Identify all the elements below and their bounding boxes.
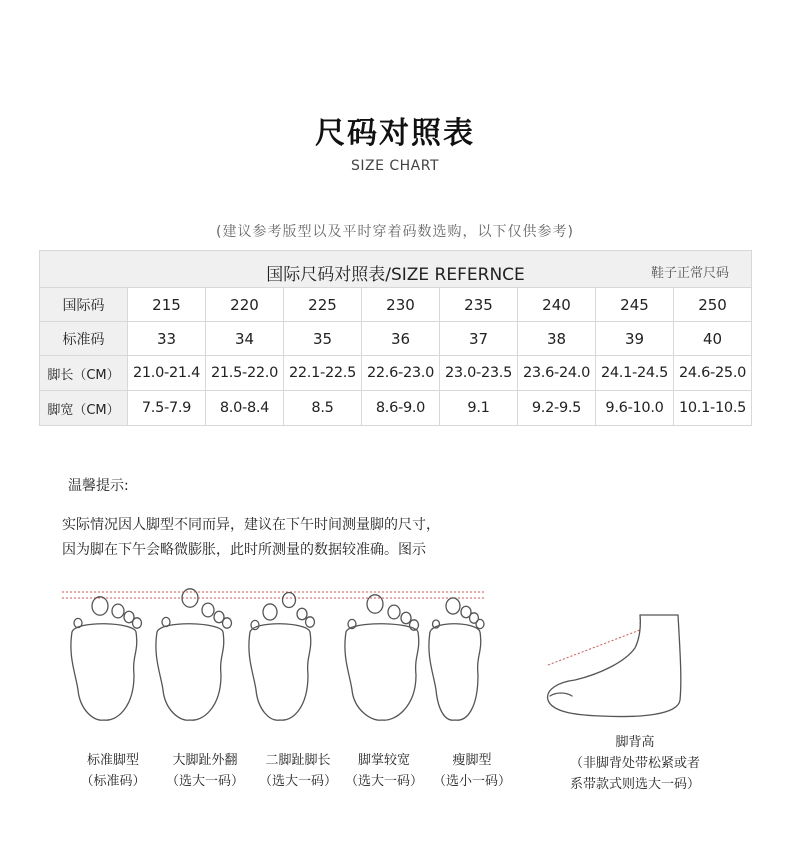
tips-title: 温馨提示: xyxy=(68,478,129,494)
table-cell: 21.0-21.4 xyxy=(128,356,206,391)
instep-caption xyxy=(548,732,722,795)
tips-line-2: 因为脚在下午会略微膨胀，此时所测量的数据较准确。图示 xyxy=(62,542,426,558)
table-cell: 23.0-23.5 xyxy=(440,356,518,391)
row-label: 国际码 xyxy=(40,288,128,322)
tips-line-1: 实际情况因人脚型不同而异，建议在下午时间测量脚的尺寸， xyxy=(62,517,440,533)
foot-type-advice: （选大一码） xyxy=(165,774,244,789)
row-label: 脚长（CM） xyxy=(40,356,128,391)
instep-line-1: （非脚背处带松紧或者 xyxy=(569,756,700,771)
toe-shape xyxy=(283,593,296,608)
table-header-title: 国际尺码对照表/SIZE REFERNCE xyxy=(266,265,525,285)
reference-note: (建议参考版型以及平时穿着码数选购，以下仅供参考) xyxy=(216,224,574,240)
instep-line-2: 系带款式则选大一码） xyxy=(569,777,700,792)
table-cell: 9.1 xyxy=(440,391,518,426)
foot-type-standard-caption xyxy=(70,750,156,792)
toe-shape xyxy=(92,597,108,615)
table-cell: 36 xyxy=(362,322,440,356)
table-cell: 235 xyxy=(440,288,518,322)
table-cell: 8.6-9.0 xyxy=(362,391,440,426)
foot-type-slim-caption xyxy=(428,750,516,792)
table-cell: 9.6-10.0 xyxy=(596,391,674,426)
table-cell: 220 xyxy=(206,288,284,322)
toe-shape xyxy=(74,618,82,627)
toe-shape xyxy=(202,603,214,617)
table-cell: 9.2-9.5 xyxy=(518,391,596,426)
table-row-foot-width xyxy=(40,391,752,426)
table-cell: 245 xyxy=(596,288,674,322)
table-cell: 230 xyxy=(362,288,440,322)
table-cell: 24.6-25.0 xyxy=(674,356,752,391)
table-cell: 33 xyxy=(128,322,206,356)
table-header-note: 鞋子正常尺码 xyxy=(651,266,730,281)
foot-types-illustration xyxy=(0,570,790,740)
table-cell: 38 xyxy=(518,322,596,356)
toe-shape xyxy=(112,604,124,618)
table-cell: 37 xyxy=(440,322,518,356)
foot-type-advice: （选小一码） xyxy=(432,774,511,789)
table-cell: 22.1-22.5 xyxy=(284,356,362,391)
toe-shape xyxy=(476,619,484,628)
table-row-standard-size xyxy=(40,322,752,356)
size-table xyxy=(39,250,752,426)
toe-shape xyxy=(263,604,277,620)
table-cell: 39 xyxy=(596,322,674,356)
toe-shape xyxy=(162,617,170,626)
toe-shape xyxy=(251,620,259,629)
foot-type-name: 标准脚型 xyxy=(86,753,139,768)
table-cell: 250 xyxy=(674,288,752,322)
foot-type-name: 二脚趾脚长 xyxy=(265,753,331,768)
toe-shape xyxy=(223,618,232,628)
foot-type-advice: （标准码） xyxy=(80,774,146,789)
instep-foot-outline xyxy=(548,615,681,717)
row-label: 标准码 xyxy=(40,322,128,356)
table-cell: 24.1-24.5 xyxy=(596,356,674,391)
foot-type-advice: （选大一码） xyxy=(344,774,423,789)
toe-shape xyxy=(388,605,400,619)
table-cell: 240 xyxy=(518,288,596,322)
table-cell: 34 xyxy=(206,322,284,356)
foot-type-wide-caption xyxy=(340,750,428,792)
foot-outline xyxy=(345,624,419,720)
foot-type-name: 大脚趾外翻 xyxy=(172,753,238,768)
toe-shape xyxy=(133,618,142,628)
table-cell: 8.5 xyxy=(284,391,362,426)
foot-outline xyxy=(156,624,224,720)
instep-guide-line xyxy=(548,630,640,665)
page-title: 尺码对照表 xyxy=(315,116,475,151)
big-toe-nail xyxy=(550,693,572,696)
toe-shape xyxy=(306,617,315,627)
table-cell: 215 xyxy=(128,288,206,322)
table-cell: 40 xyxy=(674,322,752,356)
table-row-foot-length xyxy=(40,356,752,391)
table-cell: 7.5-7.9 xyxy=(128,391,206,426)
table-header-row xyxy=(40,251,752,288)
row-label: 脚宽（CM） xyxy=(40,391,128,426)
table-cell: 22.6-23.0 xyxy=(362,356,440,391)
toe-shape xyxy=(297,608,307,620)
table-cell: 21.5-22.0 xyxy=(206,356,284,391)
foot-outline xyxy=(71,624,137,720)
instep-name: 脚背高 xyxy=(615,735,655,750)
foot-type-name: 脚掌较宽 xyxy=(357,753,410,768)
toe-shape xyxy=(470,613,479,623)
table-cell: 10.1-10.5 xyxy=(674,391,752,426)
table-cell: 23.6-24.0 xyxy=(518,356,596,391)
foot-outline xyxy=(429,624,481,720)
foot-type-name: 瘦脚型 xyxy=(452,753,492,768)
page-subtitle: SIZE CHART xyxy=(350,158,440,174)
foot-type-second-toe-caption xyxy=(252,750,344,792)
toe-shape xyxy=(401,612,411,624)
table-cell: 35 xyxy=(284,322,362,356)
foot-outline xyxy=(249,624,311,720)
table-cell: 225 xyxy=(284,288,362,322)
toe-shape xyxy=(446,598,460,614)
foot-type-bunion-caption xyxy=(157,750,253,792)
table-cell: 8.0-8.4 xyxy=(206,391,284,426)
table-row-intl-size xyxy=(40,288,752,322)
foot-type-advice: （选大一码） xyxy=(258,774,337,789)
